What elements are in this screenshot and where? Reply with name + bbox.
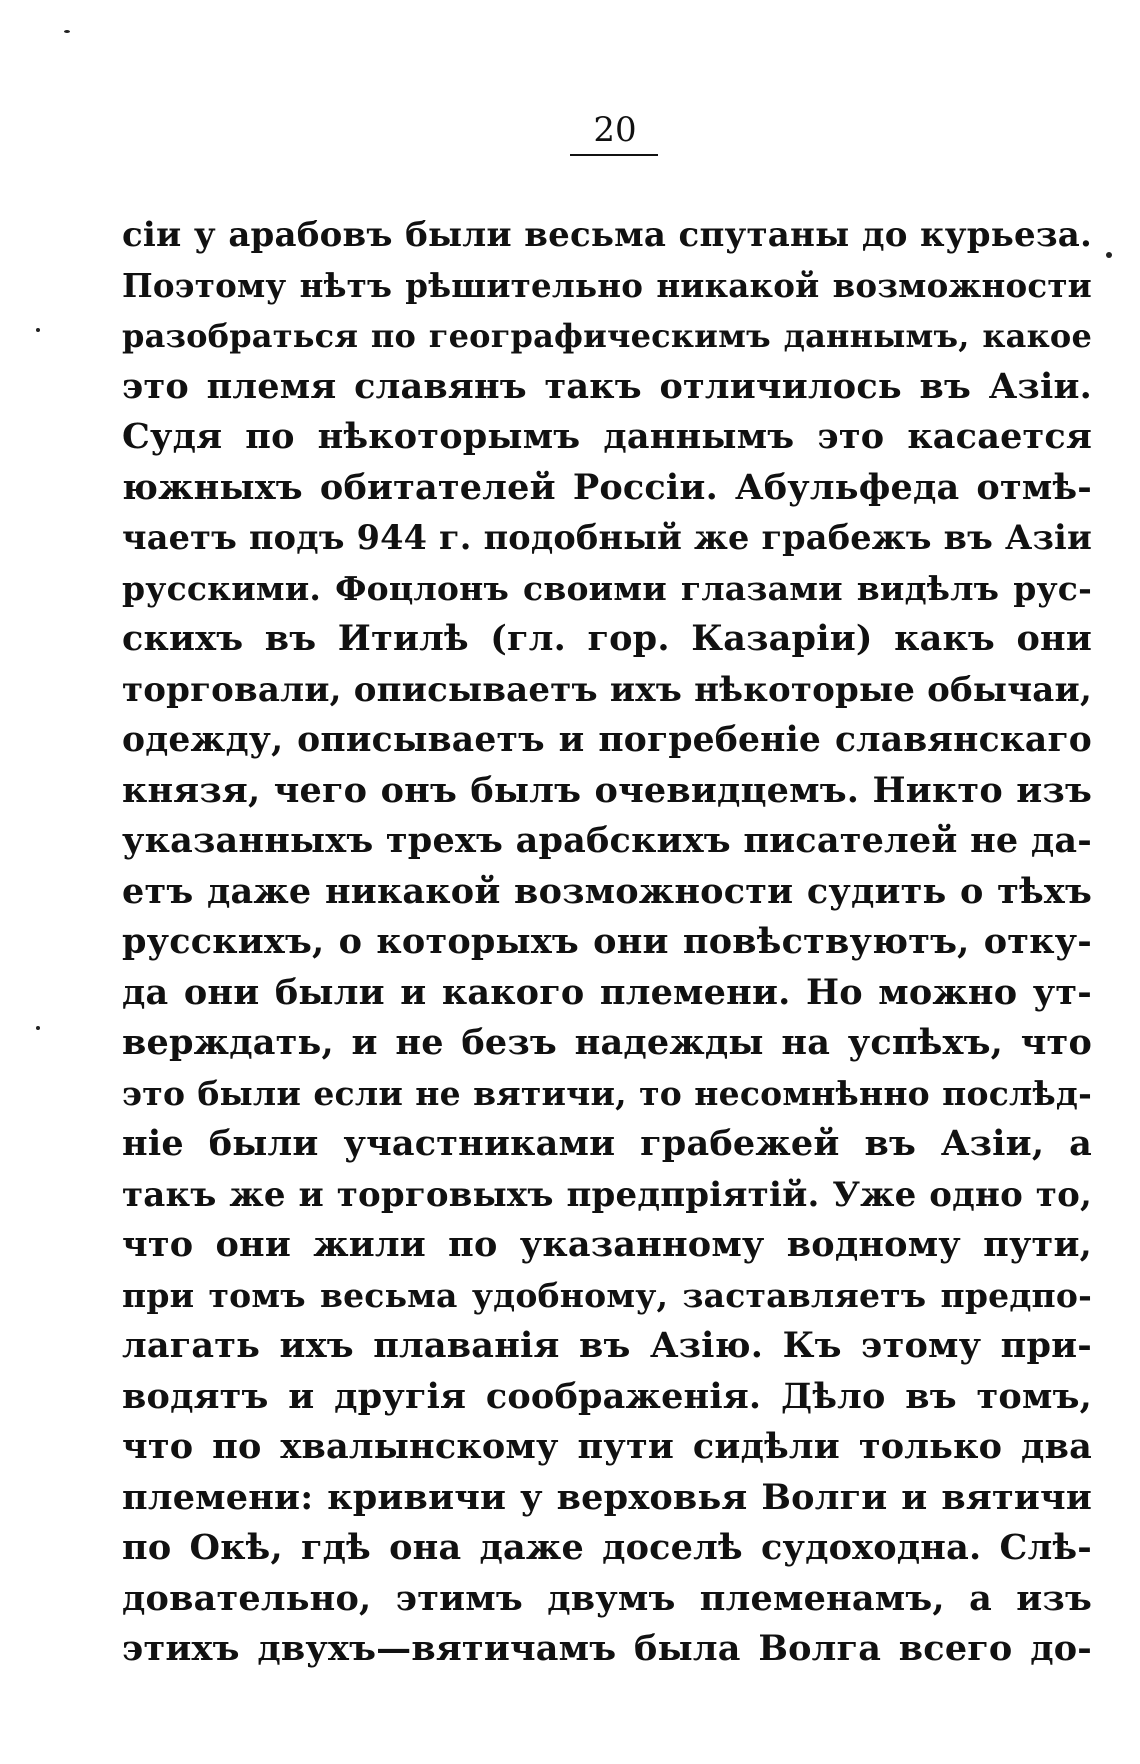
scan-speck (64, 30, 70, 33)
text-line: это были если не вятичи, то несомнѣнно послѣд- (122, 1073, 1092, 1113)
text-line: русскихъ, о которыхъ они повѣствуютъ, отку- (122, 921, 1092, 962)
text-line: верждать, и не безъ надежды на успѣхъ, что (122, 1022, 1092, 1063)
text-line: при томъ весьма удобному, заставляетъ предпо- (122, 1275, 1092, 1315)
text-line: Судя по нѣкоторымъ даннымъ это касается (122, 416, 1092, 457)
scan-speck (1106, 252, 1112, 258)
text-line: что они жили по указанному водному пути, (122, 1224, 1092, 1265)
text-line: по Окѣ, гдѣ она даже доселѣ судоходна. Слѣ- (122, 1527, 1092, 1568)
text-line: русскими. Фоцлонъ своими глазами видѣлъ рус- (122, 568, 1092, 608)
text-line: южныхъ обитателей Россіи. Абульфеда отмѣ- (122, 466, 1092, 508)
text-line: скихъ въ Итилѣ (гл. гор. Казаріи) какъ они (122, 618, 1092, 659)
text-line: такъ же и торговыхъ предпріятій. Уже одно то, (122, 1174, 1092, 1215)
text-line: сіи у арабовъ были весьма спутаны до курьеза. (122, 215, 1092, 255)
text-line: лагать ихъ плаванія въ Азію. Къ этому при- (122, 1325, 1092, 1366)
text-line: это племя славянъ такъ отличилось въ Азіи. (122, 365, 1092, 407)
text-line: чаетъ подъ 944 г. подобный же грабежъ въ Азіи (122, 518, 1092, 557)
body-text (122, 210, 1092, 1675)
text-line: етъ даже никакой возможности судить о тѣхъ (122, 870, 1092, 912)
text-line: ніе были участниками грабежей въ Азіи, а (122, 1123, 1092, 1164)
text-line: разобраться по географическимъ даннымъ, какое (122, 317, 1092, 355)
scan-speck (36, 328, 40, 332)
text-line: что по хвалынскому пути сидѣли только два (122, 1426, 1092, 1467)
text-line: указанныхъ трехъ арабскихъ писателей не да- (122, 820, 1092, 861)
page-number: 20 (593, 110, 637, 150)
text-line: довательно, этимъ двумъ племенамъ, а изъ (122, 1577, 1092, 1619)
text-line: да они были и какого племени. Но можно ут- (122, 971, 1092, 1013)
text-line: одежду, описываетъ и погребеніе славянскаго (122, 720, 1092, 760)
text-line: водятъ и другія соображенія. Дѣло въ томъ, (122, 1375, 1092, 1417)
page-number-underline (570, 154, 658, 156)
text-line: Поэтому нѣтъ рѣшительно никакой возможности (122, 265, 1092, 305)
text-line: торговали, описываетъ ихъ нѣкоторые обычаи, (122, 669, 1092, 710)
text-line: князя, чего онъ былъ очевидцемъ. Никто изъ (122, 769, 1092, 811)
text-line: этихъ двухъ—вятичамъ была Волга всего до- (122, 1628, 1092, 1669)
text-line: племени: кривичи у верховья Волги и вятичи (122, 1476, 1092, 1518)
scan-speck (36, 1026, 40, 1030)
